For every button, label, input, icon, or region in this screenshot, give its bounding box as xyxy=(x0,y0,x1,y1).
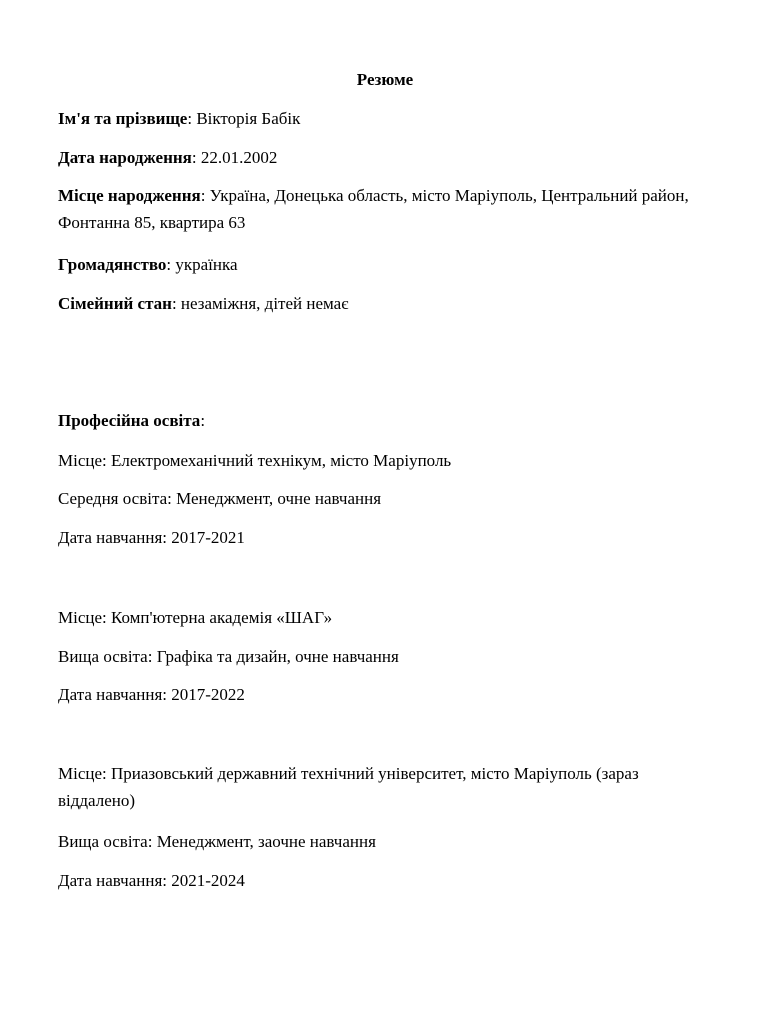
birth-date-label: Дата народження xyxy=(58,148,192,167)
birth-place-row xyxy=(58,182,698,236)
name-row xyxy=(58,105,698,132)
citizenship-value: : українка xyxy=(166,255,238,274)
education-place-3: Місце: Приазовський державний технічний університет, місто Маріуполь (зараз віддалено) xyxy=(58,764,639,810)
marital-status-label: Сімейний стан xyxy=(58,294,172,313)
education-level-3: Вища освіта: Менеджмент, заочне навчання xyxy=(58,832,376,851)
document-title: Резюме xyxy=(356,70,414,89)
name-label: Ім'я та прізвище xyxy=(58,109,188,128)
birth-date-row xyxy=(58,144,698,171)
birth-place-value: : Україна, Донецька область, місто Маріуполь, Центральний район, Фонтанна 85, квартира 63 xyxy=(58,186,689,232)
marital-status-row xyxy=(58,290,698,317)
citizenship-row xyxy=(58,251,698,278)
education-dates-2: Дата навчання: 2017-2022 xyxy=(58,685,245,704)
education-dates-3: Дата навчання: 2021-2024 xyxy=(58,871,245,890)
education-heading xyxy=(58,407,698,434)
education-level-1: Середня освіта: Менеджмент, очне навчання xyxy=(58,489,382,508)
marital-status-value: : незаміжня, дітей немає xyxy=(171,294,349,313)
education-level-2: Вища освіта: Графіка та дизайн, очне навчання xyxy=(58,647,399,666)
birth-place-label: Місце народження xyxy=(58,186,201,205)
education-dates-1: Дата навчання: 2017-2021 xyxy=(58,528,245,547)
education-place-2: Місце: Комп'ютерна академія «ШАГ» xyxy=(58,608,333,627)
education-place-1: Місце: Електромеханічний технікум, місто Маріуполь xyxy=(58,451,452,470)
birth-date-value: : 22.01.2002 xyxy=(191,148,278,167)
name-value: : Вікторія Бабік xyxy=(187,109,301,128)
education-heading-label: Професійна освіта xyxy=(58,411,201,430)
education-heading-suffix: : xyxy=(200,411,206,430)
citizenship-label: Громадянство xyxy=(58,255,167,274)
